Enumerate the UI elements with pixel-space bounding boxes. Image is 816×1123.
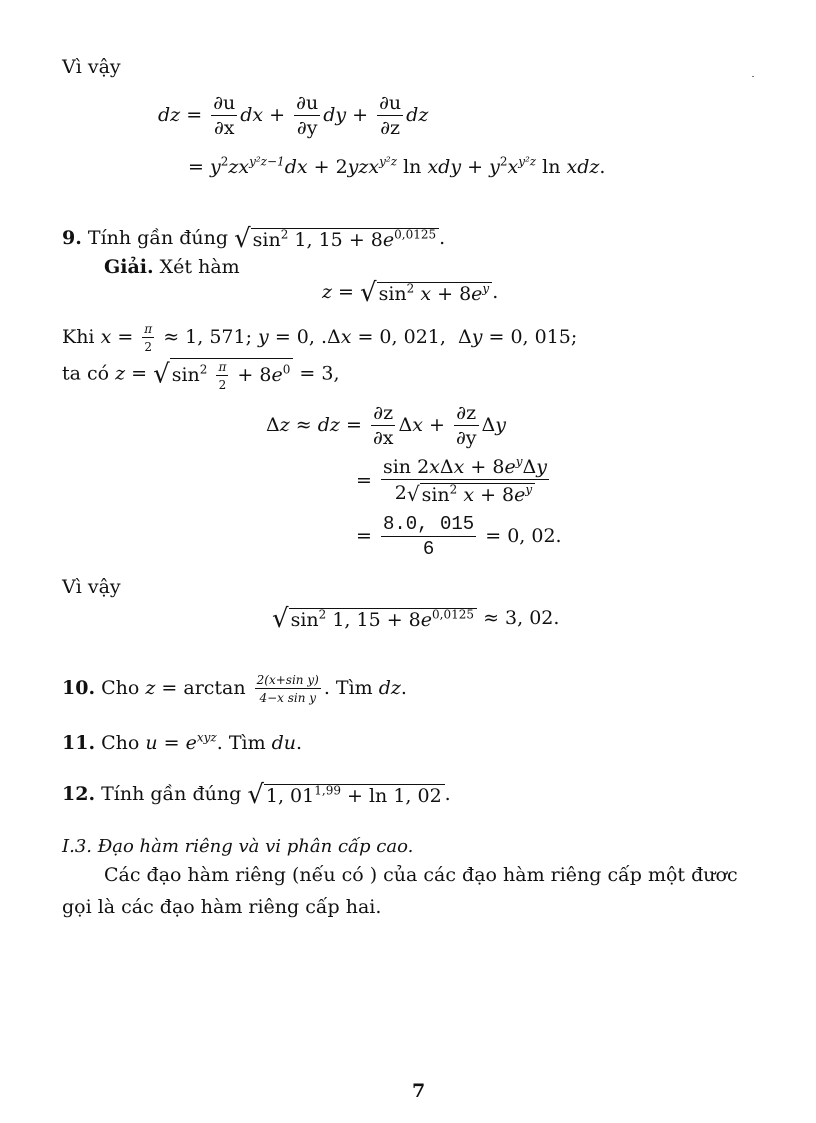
- solution-text: Xét hàm: [159, 256, 240, 278]
- sin-fraction: $\frac{\sin 2x\Delta x + 8e^y\Delta y}{2√ \sin^2 x + 8e^y}$: [382, 454, 547, 506]
- equation-du-line1: dz = $\frac{\partial u}{\partial x}$ dx + $\frac{\partial u}{\partial y}$ dy + $\frac{\partial u}{\partial z}$ dz: [158, 92, 429, 139]
- exercise-9-solution: [104, 258, 240, 277]
- delta-z-line1: Δz ≈ dz = $\frac{\partial z}{\partial x}$ Δx + $\frac{\partial z}{\partial y}$ Δy: [266, 402, 506, 449]
- scan-speck: [752, 76, 754, 77]
- solution-label: Giải.: [104, 256, 154, 278]
- numeric-result: = 0, 02.: [485, 525, 562, 547]
- section-line-2: gọi là các đạo hàm riêng cấp hai.: [62, 896, 382, 918]
- eq-du-lhs: dz =: [158, 104, 203, 126]
- section-line-1: Các đạo hàm riêng (nếu có ) của các đạo hàm riêng cấp một đươc: [104, 864, 738, 886]
- section-heading: I.3. Đạo hàm riêng và vi phân cấp cao.: [62, 836, 414, 857]
- arctan-fraction: $\frac{\text{2(x+sin y)}}{\text{4−x sin y}}$: [256, 673, 319, 705]
- equation-du-line2: = $y^2zx^{y^2z-1}dx + 2yzx^{y^2z}$ ln xdy + $y^2x^{y^2z}$ ln xdz.: [188, 154, 606, 178]
- partial-z-x: $\frac{\partial z}{\partial x}$: [372, 402, 394, 449]
- partial-u-y: $\frac{\partial u}{\partial y}$: [296, 92, 319, 139]
- exercise-12: 12. Tính gần đúng √ 1, $01^{1,99} + \ln 1$, 02 .: [62, 780, 451, 810]
- exercise-9-text: Tính gần đúng: [87, 227, 229, 249]
- exercise-9-expr: √ $\sin^2 1$, $15 + 8e^{0,0125}$: [234, 226, 439, 252]
- partial-u-z: $\frac{\partial u}{\partial z}$: [379, 92, 402, 139]
- exercise-11-number: 11.: [62, 732, 96, 754]
- exercise-10-number: 10.: [62, 677, 96, 699]
- conclusion-line: √ $\sin^2 1$, $15 + 8e^{0,0125} \approx 3$, 02.: [272, 604, 560, 634]
- exercise-10: 10. Cho z = arctan $\frac{\text{2(x+sin y)}}{\text{4−x sin y}}$ . Tìm dz.: [62, 673, 407, 705]
- function-definition: z = √ $\sin^2 x + 8e^y$ .: [322, 278, 499, 308]
- ta-co-line: ta có z = √ $\sin^2$ $\frac{\pi}{2}$ + $8e^0 = 3$,: [62, 359, 340, 392]
- when-line: Khi x = $\frac{\pi}{2}$ ≈ 1, 571; y = 0, .Δx = 0, 021, Δy = 0, 015;: [62, 322, 578, 354]
- partial-z-y: $\frac{\partial z}{\partial y}$: [455, 402, 477, 449]
- partial-u-x: $\frac{\partial u}{\partial x}$: [213, 92, 236, 139]
- exercise-9-statement: 9. Tính gần đúng √ $\sin^2 1$, $15 + 8e^{0,0125}$ .: [62, 224, 446, 254]
- exercise-11: 11. Cho $u = e^{xyz}$. Tìm du.: [62, 730, 303, 754]
- exercise-9-number: 9.: [62, 227, 82, 249]
- intro-text: Vì vậy: [62, 56, 121, 78]
- conclusion-result: ≈ 3, 02.: [483, 607, 560, 629]
- delta-z-line2: = $\frac{\sin 2x\Delta x + 8e^y\Delta y}{2√ \sin^2 x + 8e^y}$: [356, 454, 547, 506]
- page-number: 7: [412, 1080, 426, 1102]
- numeric-fraction: $\frac{8.0, 015}{6}$: [382, 513, 475, 560]
- conclusion-intro: Vì vậy: [62, 576, 121, 598]
- delta-z-line3: = $\frac{8.0, 015}{6}$ = 0, 02.: [356, 513, 562, 560]
- exercise-12-number: 12.: [62, 783, 96, 805]
